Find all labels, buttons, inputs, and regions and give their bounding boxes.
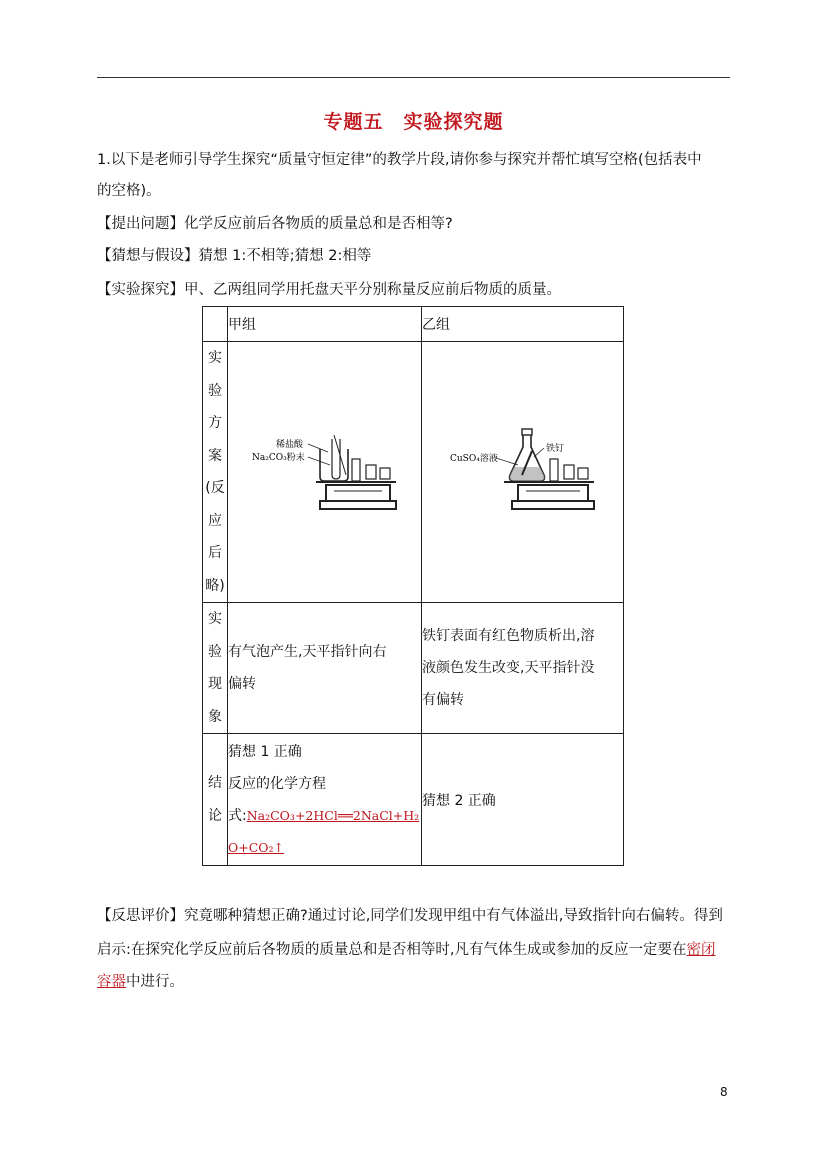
answer-sealed: 密闭 — [686, 942, 716, 958]
diagram-cell-b — [422, 342, 624, 603]
weight-1 — [366, 465, 376, 479]
plan-row-label: 实 验 方 案 (反 应 后 略) — [203, 342, 228, 603]
page-number: 8 — [720, 1085, 728, 1099]
intro-line-2: 的空格)。 — [97, 183, 161, 199]
balance-base — [512, 501, 594, 509]
header-rule — [97, 77, 730, 78]
observation-group-b: 铁钉表面有红色物质析出,溶 液颜色发生改变,天平指针没 有偏转 — [422, 603, 624, 734]
test-tube-shape — [332, 439, 340, 479]
answer-container: 容器 — [97, 974, 126, 990]
weight-2 — [578, 468, 588, 479]
hypothesis-line: 【猜想与假设】猜想 1:不相等;猜想 2:相等 — [97, 248, 372, 264]
intro-line-1: 1.以下是老师引导学生探究“质量守恒定律”的教学片段,请你参与探究并帮忙填写空格(包括表中 — [97, 152, 702, 168]
pointer-line-powder — [308, 457, 330, 465]
balance-post — [550, 459, 558, 481]
observation-group-a: 有气泡产生,天平指针向右 偏转 — [228, 603, 422, 734]
table-row-plan — [203, 342, 624, 603]
equation-answer-part1: Na₂CO₃+2HCl══2NaCl+H₂ — [246, 807, 420, 823]
flask-stopper — [522, 429, 532, 435]
table-row-conclusion — [203, 734, 624, 866]
label-nail: 铁钉 — [545, 444, 564, 454]
balance-diagram-a — [250, 425, 400, 515]
table-row-observation — [203, 603, 624, 734]
weight-1 — [564, 465, 574, 479]
label-solution: CuSO₄溶液 — [449, 454, 498, 464]
balance-base — [320, 501, 396, 509]
experiment-line: 【实验探究】甲、乙两组同学用托盘天平分别称量反应前后物质的质量。 — [97, 282, 561, 298]
reflection-line-2: 启示:在探究化学反应前后各物质的质量总和是否相等时,凡有气体生成或参加的反应一定要在密闭 — [97, 942, 716, 958]
balance-body — [518, 485, 588, 501]
label-powder: Na₂CO₃粉末 — [251, 453, 305, 463]
header-group-a: 甲组 — [228, 307, 422, 342]
equation-answer-part2: O+CO₂↑ — [228, 839, 285, 855]
header-group-b: 乙组 — [422, 307, 624, 342]
balance-body — [326, 485, 390, 501]
observation-row-label: 实 验 现 象 — [203, 603, 228, 734]
experiment-table — [202, 306, 624, 866]
table-corner-cell — [203, 307, 228, 342]
balance-post — [352, 459, 360, 481]
conclusion-group-a: 猜想 1 正确 反应的化学方程 式:Na₂CO₃+2HCl══2NaCl+H₂ O+CO₂↑ — [228, 734, 422, 866]
flask-solution — [509, 467, 544, 481]
reflection-line-3: 容器中进行。 — [97, 974, 184, 990]
conclusion-group-b: 猜想 2 正确 — [422, 734, 624, 866]
beaker-shape — [320, 449, 348, 481]
reflection-line-1: 【反思评价】究竟哪种猜想正确?通过讨论,同学们发现甲组中有气体溢出,导致指针向右偏转。得到 — [97, 908, 723, 924]
pointer-line-acid — [308, 444, 328, 452]
conclusion-row-label: 结 论 — [203, 734, 228, 866]
balance-diagram-b — [448, 425, 598, 515]
label-acid: 稀盐酸 — [275, 440, 303, 450]
question-line: 【提出问题】化学反应前后各物质的质量总和是否相等? — [97, 216, 453, 232]
diagram-cell-a — [228, 342, 422, 603]
weight-2 — [380, 468, 390, 479]
page-title: 专题五 实验探究题 — [323, 111, 504, 133]
table-header-row — [203, 307, 624, 342]
